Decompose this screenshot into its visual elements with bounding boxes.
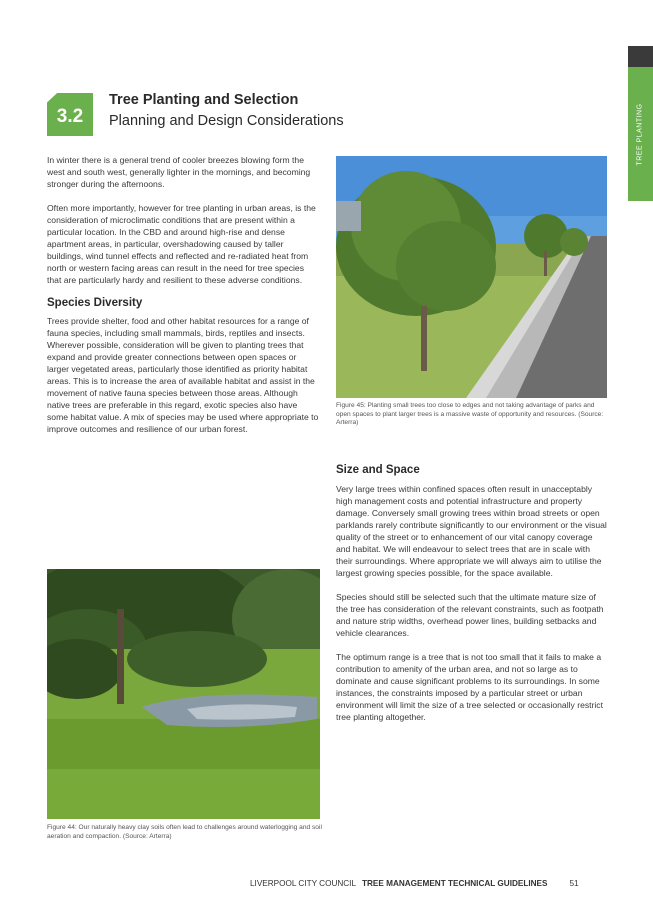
paragraph: Often more importantly, however for tree planting in urban areas, is the consideration of microclimatic conditions that are present within a particular location. In the CBD and around high-rise and dense apartment areas, in particular, overshadowing caused by taller buildings, wind tunnel effects and reflected and re-radiated heat from north or western facing areas can result in the need for tree species that are particularly hardy and resilient to these adverse conditions. — [47, 203, 316, 285]
side-tab-label-wrap — [628, 67, 653, 201]
footer-doc-title: TREE MANAGEMENT TECHNICAL GUIDELINES — [362, 879, 548, 888]
paragraph: Trees provide shelter, food and other habitat resources for a range of fauna species, including small mammals, birds, reptiles and insects. Wherever possible, consideration will be given to planting trees that expand and provide greater connections between open spaces or larger vegetated areas, particularly those identified as priority habitat areas. This is to increase the area of available habitat and assist in the movement of native fauna species between those areas. Although native trees are preferable in this regard, exotic species also have some habitat value. A mix of species may be used where appropriate to improve outcomes and resilience of our urban forest. — [47, 316, 319, 434]
heading-size-and-space: Size and Space — [336, 464, 420, 476]
section-subtitle: Planning and Design Considerations — [109, 113, 344, 129]
paragraph: The optimum range is a tree that is not too small that it fails to make a contribution to amenity of the urban area, and not so large as to dominate and cause significant problems to its surroundings. In some instances, the constraints imposed by a particular street or urban environment will limit the size of a tree selected or occasionally restrict tree planting altogether. — [336, 652, 603, 722]
page-number: 51 — [569, 879, 579, 888]
figure-44-photo — [47, 569, 320, 819]
right-column — [336, 464, 609, 723]
paragraph: Species should still be selected such that the ultimate mature size of the tree has consideration of the relevant constraints, such as footpath and nature strip widths, overhead power lines, building setbacks and vehicle clearances. — [336, 592, 604, 638]
paragraph: In winter there is a general trend of cooler breezes blowing form the west and south west, generally lighter in the mornings, and becoming stronger during the afternoons. — [47, 155, 311, 189]
street-trees-illustration — [336, 156, 607, 398]
figure-44-caption: Figure 44: Our naturally heavy clay soils often lead to challenges around waterlogging and soil aeration and compaction. (Source: Arterra) — [47, 824, 322, 840]
side-tab-label: TREE PLANTING — [637, 102, 644, 166]
side-tab-cap — [628, 46, 653, 67]
left-column — [47, 154, 319, 435]
figure-44-caption-wrap — [47, 824, 322, 841]
figure-45-caption-wrap — [336, 402, 608, 428]
footer-org: LIVERPOOL CITY COUNCIL — [250, 879, 357, 888]
heading-species-diversity: Species Diversity — [47, 297, 143, 309]
park-waterlogging-illustration — [47, 569, 320, 819]
section-number: 3.2 — [56, 106, 84, 127]
section-title: Tree Planting and Selection — [109, 92, 299, 108]
paragraph: Very large trees within confined spaces often result in unacceptably high management costs and potential infrastructure and property damage. Conversely small growing trees within broad streets or open parklands rarely contribute significantly to our environment or the visual quality of the street or to enhancement of our vital canopy coverage and habitat. We will endeavour to select trees that are in scale with their surroundings. Where appropriate we will always aim to utilise the largest growing species possible, for the space available. — [336, 484, 607, 578]
footer — [250, 879, 579, 888]
figure-45-caption: Figure 45: Planting small trees too close to edges and not taking advantage of parks and open spaces to plant larger trees is a massive waste of opportunity and resources. (Source: Arterra) — [336, 402, 604, 427]
figure-45-photo — [336, 156, 607, 398]
